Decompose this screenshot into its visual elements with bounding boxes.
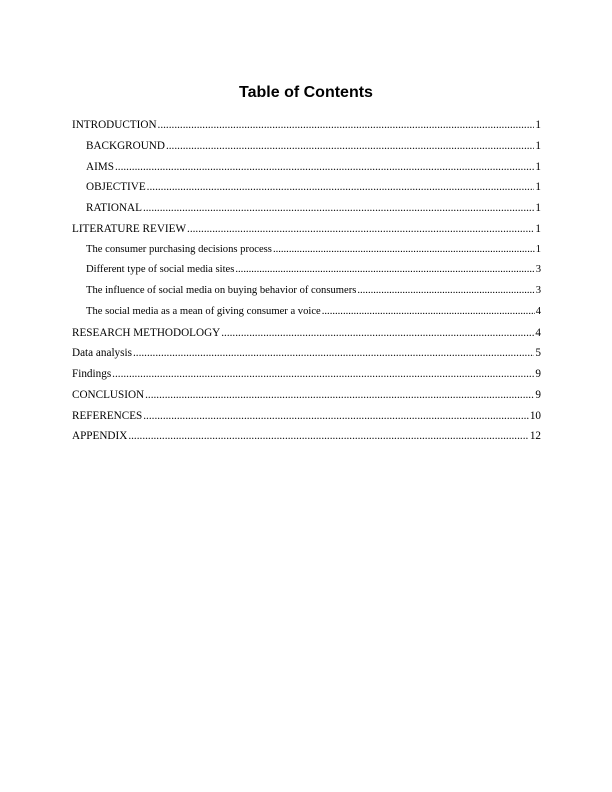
dot-leader	[158, 115, 535, 136]
dot-leader	[147, 177, 535, 198]
dot-leader	[166, 136, 534, 157]
dot-leader	[133, 343, 534, 364]
toc-entry-label: APPENDIX	[72, 430, 128, 443]
dot-leader	[143, 198, 534, 219]
toc-entry-page: 4	[535, 326, 541, 339]
toc-entry-label: RATIONAL	[86, 202, 142, 214]
toc-entry-page: 9	[535, 388, 541, 401]
toc-entry-consumer-purchasing[interactable]	[72, 240, 541, 261]
toc-entry-data-analysis[interactable]	[72, 343, 541, 364]
toc-entry-label: Findings	[72, 368, 112, 380]
dot-leader	[143, 406, 529, 427]
toc-entry-label: REFERENCES	[72, 409, 143, 422]
toc-entry-label: CONCLUSION	[72, 388, 145, 401]
toc-entry-page: 12	[529, 430, 541, 443]
toc-entry-label: AIMS	[86, 160, 114, 173]
toc-entry-page: 4	[535, 305, 541, 317]
toc-entry-label: INTRODUCTION	[72, 119, 157, 131]
toc-entry-label: The consumer purchasing decisions process	[86, 243, 272, 255]
dot-leader	[145, 385, 534, 406]
dot-leader	[357, 281, 534, 302]
toc-entry-consumer-voice[interactable]	[72, 302, 541, 323]
toc-entry-label: OBJECTIVE	[86, 181, 146, 194]
toc-entry-page: 1	[535, 139, 541, 152]
dot-leader	[273, 240, 535, 261]
toc-entry-label: Data analysis	[72, 347, 132, 360]
toc-entry-label: The influence of social media on buying behavior of consumers	[86, 285, 357, 296]
toc-entry-research-methodology[interactable]	[72, 323, 541, 344]
toc-entry-social-media-types[interactable]	[72, 260, 541, 281]
toc-list	[72, 115, 541, 447]
toc-entry-label: LITERATURE REVIEW	[72, 222, 187, 235]
toc-entry-aims[interactable]	[72, 157, 541, 178]
dot-leader	[112, 364, 534, 385]
toc-entry-page: 1	[535, 202, 541, 214]
toc-entry-background[interactable]	[72, 136, 541, 157]
toc-entry-label: Different type of social media sites	[86, 264, 235, 276]
toc-entry-social-media-influence[interactable]	[72, 281, 541, 302]
toc-entry-page: 3	[535, 285, 541, 296]
toc-entry-conclusion[interactable]	[72, 385, 541, 406]
dot-leader	[187, 219, 534, 240]
toc-entry-introduction[interactable]	[72, 115, 541, 136]
toc-entry-page: 1	[535, 222, 541, 235]
dot-leader	[221, 323, 534, 344]
toc-entry-appendix[interactable]	[72, 426, 541, 447]
toc-entry-page: 9	[535, 368, 541, 380]
toc-entry-page: 1	[535, 181, 541, 194]
toc-entry-page: 1	[535, 160, 541, 173]
toc-entry-rational[interactable]	[72, 198, 541, 219]
toc-entry-page: 10	[529, 409, 541, 422]
toc-entry-objective[interactable]	[72, 177, 541, 198]
toc-entry-references[interactable]	[72, 406, 541, 427]
dot-leader	[115, 157, 534, 178]
toc-entry-label: BACKGROUND	[86, 139, 165, 152]
toc-entry-findings[interactable]	[72, 364, 541, 385]
toc-entry-label: RESEARCH METHODOLOGY	[72, 326, 221, 339]
toc-title: Table of Contents	[239, 84, 373, 101]
toc-entry-page: 1	[535, 243, 541, 255]
toc-entry-page: 5	[535, 347, 541, 360]
toc-entry-page: 3	[535, 264, 541, 276]
toc-entry-literature-review[interactable]	[72, 219, 541, 240]
dot-leader	[235, 260, 534, 281]
dot-leader	[128, 426, 528, 447]
dot-leader	[322, 302, 535, 323]
toc-entry-page: 1	[535, 119, 541, 131]
toc-entry-label: The social media as a mean of giving consumer a voice	[86, 305, 321, 317]
